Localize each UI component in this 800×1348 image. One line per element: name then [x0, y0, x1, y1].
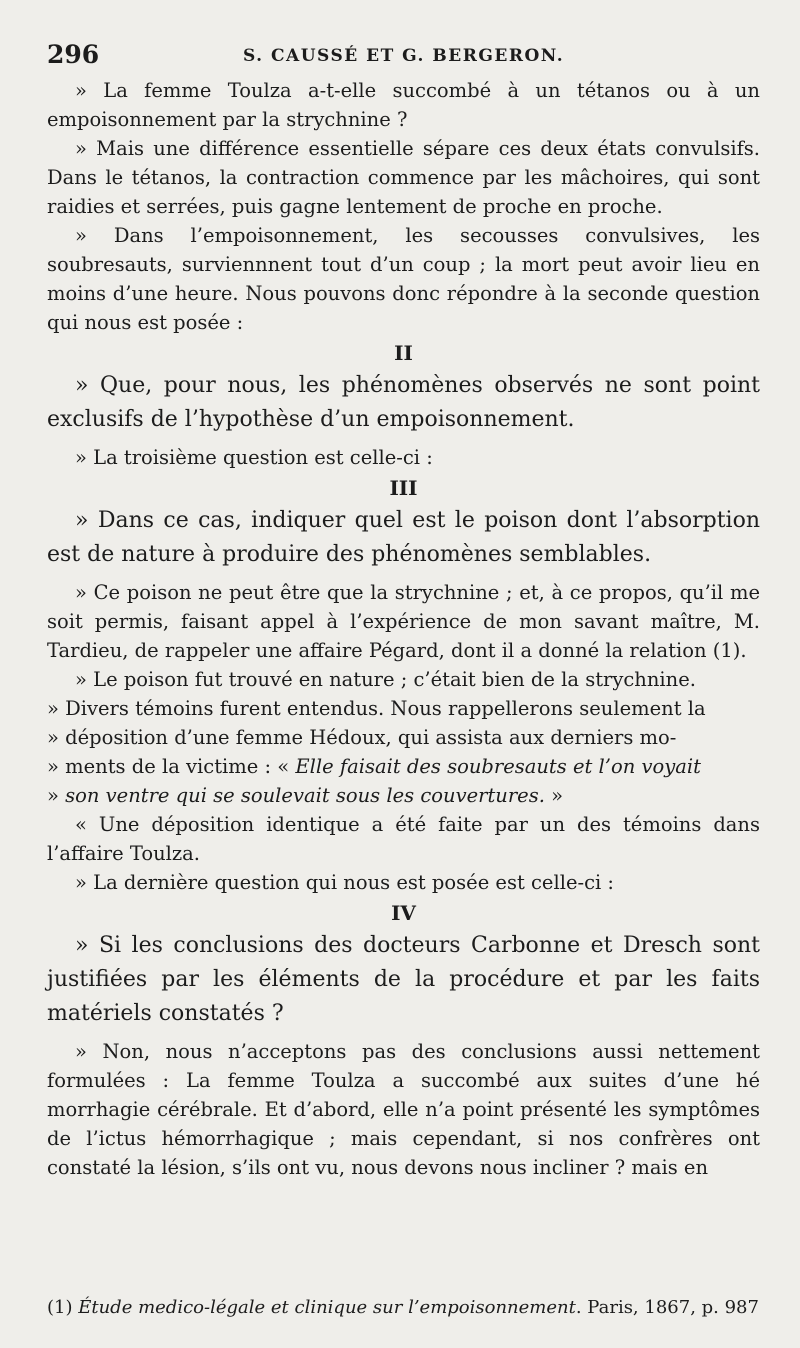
page [47, 36, 760, 1182]
quote-text: » [47, 784, 66, 807]
footnote-title: Étude medico-légale et clinique sur l’empoisonnement [78, 1297, 576, 1318]
footnote-rest: . Paris, 1867, p. 987 [575, 1297, 759, 1318]
paragraph: » La dernière question qui nous est posée est celle-ci : [75, 871, 615, 894]
paragraph: » La femme Toulza a-t-elle succombé à un tétanos ou à un empoisonnement par la strychnine ? [47, 79, 760, 131]
section-heading: II [394, 341, 413, 365]
paragraph: » La troisième question est celle-ci : [75, 446, 433, 469]
paragraph: » Ce poison ne peut être que la strychnine ; et, à ce propos, qu’il me soit permis, faisant appel à l’expérience de mon savant maître, M. Tardieu, de rappeler une affaire Pégard, dont il a donné la relation (1). [47, 581, 760, 662]
running-title: S. CAUSSÉ ET G. BERGERON. [243, 46, 565, 66]
paragraph: « Une déposition identique a été faite par un des témoins dans l’affaire Toulza. [47, 813, 760, 865]
paragraph: » Non, nous n’acceptons pas des conclusions aussi nettement formulées : La femme Toulza a succombé aux suites d’une hé morrhagie cérébrale. Et d’abord, elle n’a point présenté les symptômes de l’ictus hémorrhagique ; mais cependant, si nos confrères ont constaté la lésion, s’ils ont vu, nous devons nous incliner ? mais en [47, 1040, 760, 1179]
question-paragraph: » Dans ce cas, indiquer quel est le poison dont l’absorption est de nature à produire des phénomènes semblables. [47, 508, 760, 567]
quote-line: » déposition d’une femme Hédoux, qui assista aux derniers mo- [47, 726, 677, 749]
section-heading: III [389, 476, 418, 500]
footnote [47, 1296, 760, 1320]
quote-text: » ments de la victime : « [47, 755, 296, 778]
paragraph: » Dans l’empoisonnement, les secousses convulsives, les soubresauts, surviennnent tout d’un coup ; la mort peut avoir lieu en moins d’une heure. Nous pouvons donc répondre à la seconde question qui nous est posée : [47, 224, 760, 334]
quote-text: » [544, 784, 564, 807]
page-number: 296 [47, 40, 100, 69]
quote-line [47, 781, 760, 810]
footnote-marker: (1) [47, 1297, 79, 1318]
question-paragraph: » Que, pour nous, les phénomènes observés ne sont point exclusifs de l’hypothèse d’un empoisonnement. [47, 373, 760, 432]
page-header [47, 36, 760, 76]
paragraph: » Mais une différence essentielle sépare ces deux états convulsifs. Dans le tétanos, la contraction commence par les mâchoires, qui sont raidies et serrées, puis gagne lentement de proche en proche. [47, 137, 760, 218]
quote-line: » Divers témoins furent entendus. Nous rappellerons seulement la [47, 697, 706, 720]
quote-italic: son ventre qui se soulevait sous les couvertures. [65, 784, 545, 807]
question-paragraph: » Si les conclusions des docteurs Carbonne et Dresch sont justifiées par les éléments de la procédure et par les faits matériels constatés ? [47, 933, 760, 1026]
quote-line [47, 752, 760, 781]
paragraph: » Le poison fut trouvé en nature ; c’était bien de la strychnine. [75, 668, 696, 691]
section-heading: IV [391, 901, 416, 925]
quote-italic: Elle faisait des soubresauts et l’on voyait [295, 755, 701, 778]
